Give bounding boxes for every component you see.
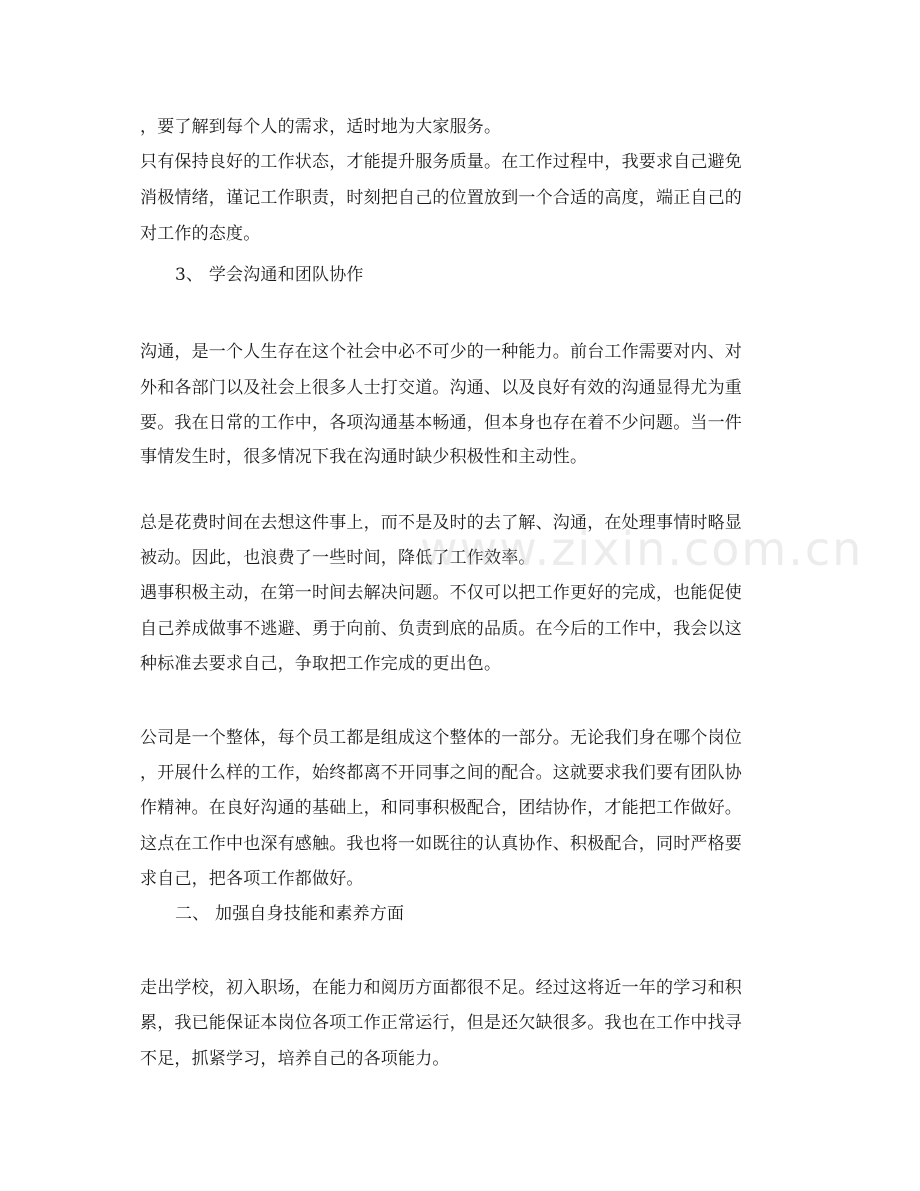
text-line: ，要了解到每个人的需求，适时地为大家服务。 bbox=[140, 117, 502, 137]
text-line: 公司是一个整体，每个员工都是组成这个整体的一部分。无论我们身在哪个岗位 bbox=[140, 728, 742, 748]
text-line: ，开展什么样的工作，始终都离不开同事之间的配合。这就要求我们要有团队协 bbox=[140, 763, 742, 783]
text-line: 要。我在日常的工作中，各项沟通基本畅通，但本身也存在着不少问题。当一件 bbox=[140, 413, 742, 433]
text-line: 被动。因此，也浪费了一些时间，降低了工作效率。 bbox=[140, 548, 536, 568]
watermark-text: www.zixin.com.cn bbox=[420, 522, 864, 576]
text-line: 走出学校，初入职场，在能力和阅历方面都很不足。经过这将近一年的学习和积 bbox=[140, 978, 742, 998]
text-line: 求自己，把各项工作都做好。 bbox=[140, 869, 364, 889]
text-line: 外和各部门以及社会上很多人士打交道。沟通、以及良好有效的沟通显得尤为重 bbox=[140, 378, 742, 398]
text-line: 不足，抓紧学习，培养自己的各项能力。 bbox=[140, 1049, 450, 1069]
text-line: 遇事积极主动，在第一时间去解决问题。不仅可以把工作更好的完成，也能促使 bbox=[140, 583, 742, 603]
text-line: 沟通，是一个人生存在这个社会中必不可少的一种能力。前台工作需要对内、对 bbox=[140, 342, 742, 362]
text-line: 种标准去要求自己，争取把工作完成的更出色。 bbox=[140, 654, 502, 674]
text-line: 累，我已能保证本岗位各项工作正常运行，但是还欠缺很多。我也在工作中找寻 bbox=[140, 1013, 742, 1033]
text-line: 这点在工作中也深有感触。我也将一如既往的认真协作、积极配合，同时严格要 bbox=[140, 834, 742, 854]
text-line: 事情发生时，很多情况下我在沟通时缺少积极性和主动性。 bbox=[140, 447, 588, 467]
section-heading: 二、 加强自身技能和素养方面 bbox=[175, 904, 405, 924]
section-heading: 3、 学会沟通和团队协作 bbox=[175, 265, 364, 285]
text-line: 消极情绪，谨记工作职责，时刻把自己的位置放到一个合适的高度，端正自己的 bbox=[140, 188, 742, 208]
text-line: 自己养成做事不逃避、勇于向前、负责到底的品质。在今后的工作中，我会以这 bbox=[140, 619, 742, 639]
text-line: 总是花费时间在去想这件事上，而不是及时的去了解、沟通，在处理事情时略显 bbox=[140, 513, 742, 533]
text-line: 作精神。在良好沟通的基础上，和同事积极配合，团结协作，才能把工作做好。 bbox=[140, 798, 742, 818]
text-line: 只有保持良好的工作状态，才能提升服务质量。在工作过程中，我要求自己避免 bbox=[140, 152, 742, 172]
text-line: 对工作的态度。 bbox=[140, 224, 261, 244]
